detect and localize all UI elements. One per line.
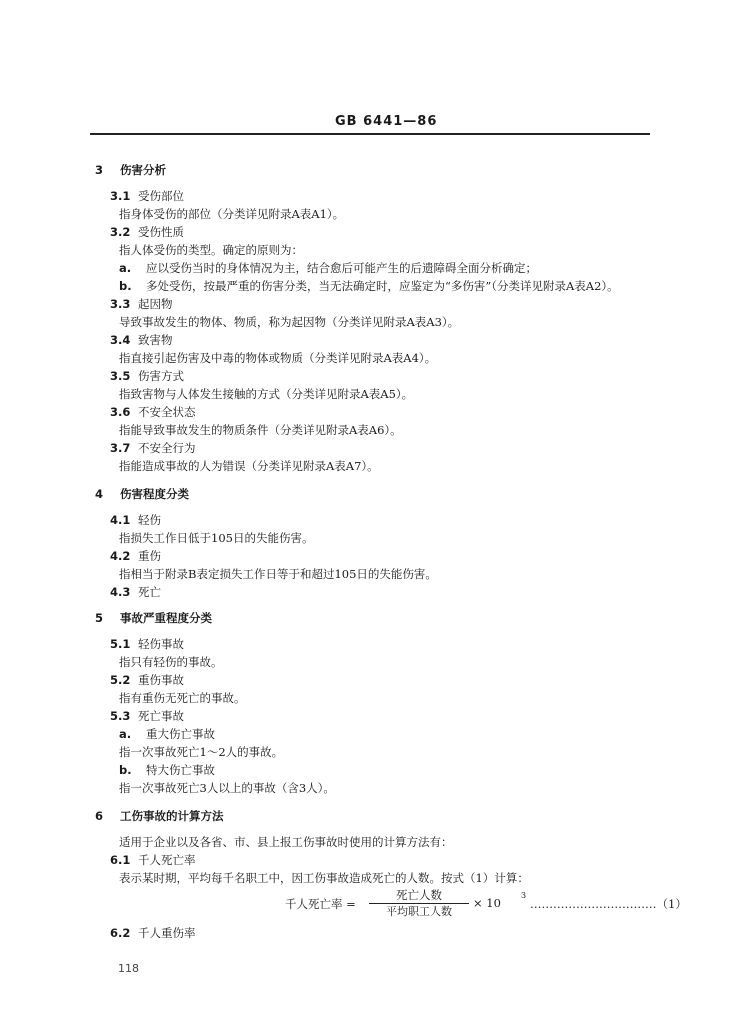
item-title: 死亡事故 [138,709,184,723]
item-6-2-heading [110,926,196,940]
item-3-3-text: 导致事故发生的物体、物质，称为起因物（分类详见附录A表A3）。 [119,315,460,329]
item-3-2-a [119,261,537,275]
item-3-5-text: 指致害物与人体发生接触的方式（分类详见附录A表A5）。 [119,387,414,401]
formula-leader-dots: …………………………… [530,897,657,911]
item-6-1-text: 表示某时期，平均每千名职工中，因工伤事故造成死亡的人数。按式（1）计算： [119,871,529,885]
item-3-1-heading [110,189,184,203]
section-4-heading [95,487,189,501]
formula-equation-number: （1） [656,897,687,911]
item-number: 4.1 [110,513,131,527]
item-title: 轻伤 [138,513,161,527]
item-5-3-a-text: 指一次事故死亡1～2人的事故。 [119,745,284,759]
item-title: 伤害方式 [138,369,184,383]
section-number: 6 [95,809,104,823]
item-number: 5.1 [110,637,131,651]
item-number: 5.3 [110,709,131,723]
standard-code: GB 6441—86 [335,114,438,129]
formula-exponent: 3 [521,891,527,900]
item-title: 死亡 [138,585,161,599]
item-number: 4.2 [110,549,131,563]
item-title: 轻伤事故 [138,637,184,651]
item-5-3-b-text: 指一次事故死亡3人以上的事故（含3人）。 [119,781,335,795]
item-number: 3.2 [110,225,131,239]
section-3-heading [95,163,166,177]
item-number: 3.4 [110,333,131,347]
item-title: 重伤 [138,549,161,563]
item-5-3-a-heading [119,727,215,741]
item-3-2-heading [110,225,184,239]
formula-lhs: 千人死亡率 = [285,897,356,911]
section-number: 4 [95,487,104,501]
item-3-4-heading [110,333,173,347]
item-5-1-heading [110,637,184,651]
item-title: 不安全行为 [138,441,196,455]
item-5-2-text: 指有重伤无死亡的事故。 [119,691,246,705]
item-title: 千人重伤率 [138,926,196,940]
formula-fraction [369,888,469,919]
item-3-3-heading [110,297,173,311]
formula-denominator: 平均职工人数 [386,905,452,918]
item-3-4-text: 指直接引起伤害及中毒的物体或物质（分类详见附录A表A4）。 [119,351,437,365]
header-rule [90,133,650,135]
formula-numerator: 死亡人数 [396,888,442,902]
item-3-5-heading [110,369,184,383]
formula-leader-and-number [530,896,687,912]
item-3-2-text: 指人体受伤的类型。确定的原则为： [119,243,303,257]
section-title: 工伤事故的计算方法 [120,809,224,823]
item-title: 不安全状态 [138,405,196,419]
item-3-7-text: 指能造成事故的人为错误（分类详见附录A表A7）。 [119,459,379,473]
item-number: 3.1 [110,189,131,203]
item-title: 致害物 [138,333,173,347]
section-number: 3 [95,163,104,177]
item-4-2-text: 指相当于附录B表定损失工作日等于和超过105日的失能伤害。 [119,567,437,581]
item-6-1-heading [110,853,196,867]
section-title: 事故严重程度分类 [120,611,212,625]
item-5-2-heading [110,673,184,687]
list-text: 多处受伤，按最严重的伤害分类，当无法确定时，应鉴定为“多伤害”（分类详见附录A表A2）。 [146,279,619,293]
item-number: 6.1 [110,853,131,867]
list-text: 应以受伤当时的身体情况为主，结合愈后可能产生的后遗障碍全面分析确定； [146,261,537,275]
page-number: 118 [118,962,139,975]
item-number: 3.3 [110,297,131,311]
list-label: b. [119,763,132,777]
item-5-3-heading [110,709,184,723]
item-4-3-heading [110,585,161,599]
formula-1 [285,888,687,922]
item-3-2-b [119,279,619,293]
section-number: 5 [95,611,104,625]
list-label: a. [119,261,132,275]
item-title: 受伤性质 [138,225,184,239]
item-5-3-b-heading [119,763,215,777]
item-3-6-text: 指能导致事故发生的物质条件（分类详见附录A表A6）。 [119,423,402,437]
list-label: b. [119,279,132,293]
item-4-1-text: 指损失工作日低于105日的失能伤害。 [119,531,314,545]
item-number: 3.5 [110,369,131,383]
fraction-bar [369,903,469,904]
formula-multiplier: × 10 [473,896,501,910]
item-number: 5.2 [110,673,131,687]
section-5-heading [95,611,212,625]
list-title: 特大伤亡事故 [146,763,215,777]
item-number: 6.2 [110,926,131,940]
item-title: 重伤事故 [138,673,184,687]
item-4-1-heading [110,513,161,527]
item-title: 受伤部位 [138,189,184,203]
item-title: 千人死亡率 [138,853,196,867]
section-6-intro: 适用于企业以及各省、市、县上报工伤事故时使用的计算方法有： [119,835,453,849]
section-title: 伤害程度分类 [120,487,189,501]
item-3-6-heading [110,405,196,419]
item-4-2-heading [110,549,161,563]
list-title: 重大伤亡事故 [146,727,215,741]
item-title: 起因物 [138,297,173,311]
item-3-1-text: 指身体受伤的部位（分类详见附录A表A1）。 [119,207,345,221]
item-number: 3.6 [110,405,131,419]
section-title: 伤害分析 [120,163,166,177]
item-number: 3.7 [110,441,131,455]
list-label: a. [119,727,132,741]
item-number: 4.3 [110,585,131,599]
section-6-heading [95,809,224,823]
item-3-7-heading [110,441,196,455]
item-5-1-text: 指只有轻伤的事故。 [119,655,223,669]
